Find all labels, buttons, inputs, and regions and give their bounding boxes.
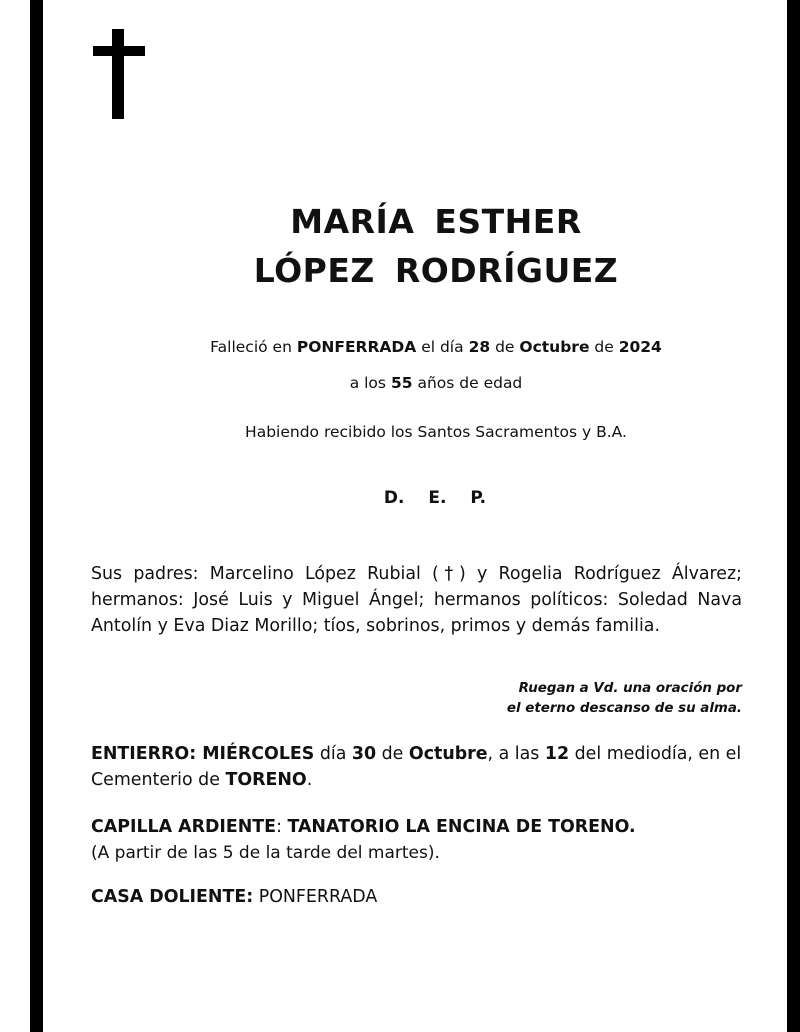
deceased-name-line2: LÓPEZ RODRÍGUEZ — [253, 251, 619, 290]
age-line: a los 55 años de edad — [349, 374, 523, 392]
left-border-bar — [30, 0, 43, 1032]
chapel-info: CAPILLA ARDIENTE: TANATORIO LA ENCINA DE TORENO. (A partir de las 5 de la tarde del martes). — [91, 817, 636, 863]
family-paragraph: Sus padres: Marcelino López Rubial (†) y Rogelia Rodríguez Álvarez; hermanos: José Luis y Miguel Ángel; hermanos políticos: Soledad Nava Antolín y Eva Diaz Morillo; tíos, sobrinos, primos y demás familia. — [91, 564, 742, 636]
burial-info: ENTIERRO: MIÉRCOLES día 30 de Octubre, a las 12 del mediodía, en el Cementerio de TORENO. — [91, 744, 742, 790]
prayer-line2: el eterno descanso de su alma. — [506, 701, 742, 716]
dep-text: D. E. P. — [383, 488, 487, 508]
mourning-house-info: CASA DOLIENTE: PONFERRADA — [91, 887, 378, 907]
right-border-bar — [787, 0, 800, 1032]
deceased-name-line1: MARÍA ESTHER — [290, 202, 582, 241]
prayer-line1: Ruegan a Vd. una oración por — [518, 681, 742, 696]
cross-icon — [93, 29, 145, 119]
prayer-request — [420, 679, 742, 719]
chapel-note: (A partir de las 5 de la tarde del martes). — [91, 843, 440, 863]
death-notice-line: Falleció en PONFERRADA el día 28 de Octubre de 2024 — [210, 338, 662, 356]
sacraments-line: Habiendo recibido los Santos Sacramentos y B.A. — [245, 423, 627, 441]
